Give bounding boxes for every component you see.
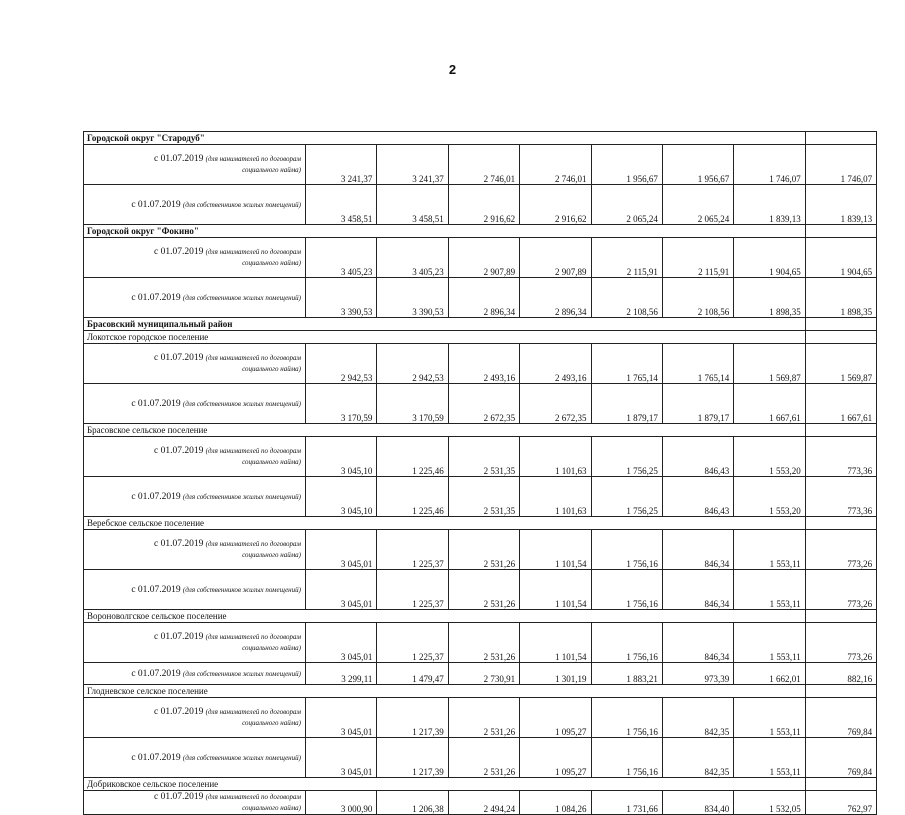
value-cell: 846,43 [662, 477, 733, 517]
group-header-row [84, 318, 877, 331]
value-cell: 3 045,01 [306, 570, 377, 610]
value-cell: 3 241,37 [306, 145, 377, 185]
row-note: (для нанимателей по договорам [205, 793, 301, 801]
value-cell: 846,34 [662, 530, 733, 570]
value-cell: 1 662,01 [734, 663, 805, 685]
table-row [84, 623, 877, 663]
row-date: с 01.07.2019 [154, 539, 204, 549]
row-note: (для нанимателей по договорам [205, 708, 301, 716]
table-row [84, 738, 877, 778]
row-note-continued: социального найма) [242, 458, 301, 466]
row-note: (для собственников жилых помещений) [182, 293, 301, 302]
group-header-row [84, 132, 877, 145]
row-note: (для нанимателей по договорам [205, 354, 301, 362]
row-date: с 01.07.2019 [154, 247, 204, 257]
value-cell: 1 217,39 [377, 738, 448, 778]
row-label-line [88, 292, 301, 304]
table-row [84, 384, 877, 424]
row-note: (для нанимателей по договорам [205, 248, 301, 256]
row-label-line [88, 538, 301, 550]
value-cell: 773,26 [805, 570, 876, 610]
value-cell: 846,43 [662, 437, 733, 477]
row-note: (для нанимателей по договорам [205, 447, 301, 455]
value-cell: 1 225,37 [377, 570, 448, 610]
row-label [84, 278, 306, 318]
row-note: (для нанимателей по договорам [205, 540, 301, 548]
value-cell: 1 301,19 [520, 663, 591, 685]
value-cell: 773,36 [805, 437, 876, 477]
table-row [84, 344, 877, 384]
row-note-continued: социального найма) [242, 259, 301, 267]
row-date: с 01.07.2019 [131, 584, 181, 595]
value-cell: 1 667,61 [734, 384, 805, 424]
row-label [84, 185, 306, 225]
value-cell: 1 756,16 [591, 623, 662, 663]
value-cell: 1 883,21 [591, 663, 662, 685]
value-cell: 3 299,11 [306, 663, 377, 685]
empty-cell [805, 610, 876, 623]
row-note-continued: социального найма) [242, 166, 301, 174]
value-cell: 1 904,65 [805, 238, 876, 278]
value-cell: 1 879,17 [591, 384, 662, 424]
section-title: Городской округ "Фокино" [84, 225, 806, 238]
subgroup-header-row [84, 778, 877, 791]
value-cell: 1 095,27 [520, 738, 591, 778]
table-row [84, 185, 877, 225]
value-cell: 2 896,34 [448, 278, 519, 318]
table-row [84, 530, 877, 570]
value-cell: 2 672,35 [520, 384, 591, 424]
value-cell: 1 731,66 [591, 791, 662, 815]
value-cell: 2 942,53 [306, 344, 377, 384]
value-cell: 1 839,13 [805, 185, 876, 225]
subgroup-header-row [84, 610, 877, 623]
value-cell: 3 045,10 [306, 477, 377, 517]
value-cell: 1 553,11 [734, 698, 805, 738]
value-cell: 1 956,67 [591, 145, 662, 185]
value-cell: 1 095,27 [520, 698, 591, 738]
row-date: с 01.07.2019 [154, 792, 204, 802]
value-cell: 1 839,13 [734, 185, 805, 225]
value-cell: 773,36 [805, 477, 876, 517]
empty-cell [805, 424, 876, 437]
value-cell: 1 569,87 [734, 344, 805, 384]
value-cell: 1 746,07 [734, 145, 805, 185]
value-cell: 2 493,16 [448, 344, 519, 384]
row-date: с 01.07.2019 [154, 154, 204, 164]
value-cell: 3 045,01 [306, 530, 377, 570]
row-label-line [88, 584, 301, 596]
row-label [84, 384, 306, 424]
value-cell: 3 458,51 [377, 185, 448, 225]
row-label [84, 570, 306, 610]
row-label-line [88, 668, 301, 680]
row-label-line [88, 199, 301, 211]
value-cell: 1 746,07 [805, 145, 876, 185]
value-cell: 2 494,24 [448, 791, 519, 815]
section-title: Добриковское сельское поселение [84, 778, 806, 791]
row-date: с 01.07.2019 [131, 398, 181, 409]
value-cell: 1 898,35 [805, 278, 876, 318]
value-cell: 2 907,89 [448, 238, 519, 278]
value-cell: 2 493,16 [520, 344, 591, 384]
row-note: (для собственников жилых помещений) [182, 399, 301, 408]
value-cell: 1 101,63 [520, 437, 591, 477]
value-cell: 1 225,46 [377, 437, 448, 477]
value-cell: 762,97 [805, 791, 876, 815]
section-title: Локотское городское поселение [84, 331, 806, 344]
value-cell: 1 553,11 [734, 623, 805, 663]
value-cell: 1 479,47 [377, 663, 448, 685]
value-cell: 2 531,26 [448, 530, 519, 570]
row-label [84, 437, 306, 477]
section-title: Брасовский муниципальный район [84, 318, 806, 331]
row-label-line [88, 791, 301, 803]
row-label [84, 623, 306, 663]
row-label [84, 344, 306, 384]
value-cell: 1 084,26 [520, 791, 591, 815]
row-note-continued: социального найма) [242, 804, 301, 812]
value-cell: 2 065,24 [662, 185, 733, 225]
value-cell: 3 000,90 [306, 791, 377, 815]
row-note: (для собственников жилых помещений) [182, 200, 301, 209]
value-cell: 2 746,01 [520, 145, 591, 185]
value-cell: 3 458,51 [306, 185, 377, 225]
value-cell: 1 553,11 [734, 738, 805, 778]
row-note-continued: социального найма) [242, 644, 301, 652]
value-cell: 3 045,01 [306, 738, 377, 778]
group-header-row [84, 225, 877, 238]
table-row [84, 145, 877, 185]
tariff-table [83, 131, 877, 815]
row-label-line [88, 445, 301, 457]
value-cell: 846,34 [662, 570, 733, 610]
subgroup-header-row [84, 331, 877, 344]
value-cell: 1 553,20 [734, 477, 805, 517]
value-cell: 2 531,26 [448, 623, 519, 663]
section-title: Брасовское сельское поселение [84, 424, 806, 437]
value-cell: 1 756,16 [591, 698, 662, 738]
row-label [84, 738, 306, 778]
row-note: (для нанимателей по договорам [205, 155, 301, 163]
value-cell: 1 225,37 [377, 530, 448, 570]
table-row [84, 570, 877, 610]
row-date: с 01.07.2019 [154, 353, 204, 363]
empty-cell [805, 517, 876, 530]
empty-cell [805, 331, 876, 344]
section-title: Глодневское селское поселение [84, 685, 806, 698]
section-title: Веребское сельское поселение [84, 517, 806, 530]
value-cell: 2 108,56 [591, 278, 662, 318]
value-cell: 2 916,62 [520, 185, 591, 225]
row-date: с 01.07.2019 [131, 752, 181, 763]
value-cell: 1 904,65 [734, 238, 805, 278]
empty-cell [805, 685, 876, 698]
row-date: с 01.07.2019 [131, 292, 181, 303]
value-cell: 2 531,26 [448, 738, 519, 778]
row-note: (для собственников жилых помещений) [182, 753, 301, 762]
value-cell: 1 756,16 [591, 570, 662, 610]
value-cell: 1 217,39 [377, 698, 448, 738]
value-cell: 2 531,35 [448, 477, 519, 517]
row-label-line [88, 752, 301, 764]
value-cell: 3 241,37 [377, 145, 448, 185]
value-cell: 2 896,34 [520, 278, 591, 318]
value-cell: 842,35 [662, 698, 733, 738]
row-label [84, 698, 306, 738]
row-label [84, 145, 306, 185]
row-label-line [88, 352, 301, 364]
row-label-line [88, 631, 301, 643]
row-date: с 01.07.2019 [154, 632, 204, 642]
value-cell: 1 225,46 [377, 477, 448, 517]
row-note: (для собственников жилых помещений) [182, 585, 301, 594]
value-cell: 1 765,14 [591, 344, 662, 384]
value-cell: 1 101,54 [520, 530, 591, 570]
row-note: (для собственников жилых помещений) [182, 669, 301, 678]
row-note-continued: социального найма) [242, 551, 301, 559]
value-cell: 1 756,16 [591, 738, 662, 778]
value-cell: 1 101,54 [520, 570, 591, 610]
section-title: Городской округ "Стародуб" [84, 132, 806, 145]
value-cell: 2 531,26 [448, 570, 519, 610]
value-cell: 1 553,20 [734, 437, 805, 477]
value-cell: 1 765,14 [662, 344, 733, 384]
value-cell: 1 553,11 [734, 570, 805, 610]
table-row [84, 698, 877, 738]
value-cell: 2 907,89 [520, 238, 591, 278]
value-cell: 846,34 [662, 623, 733, 663]
subgroup-header-row [84, 424, 877, 437]
row-label-line [88, 491, 301, 503]
row-date: с 01.07.2019 [131, 491, 181, 502]
row-label [84, 530, 306, 570]
table-row [84, 477, 877, 517]
value-cell: 3 045,10 [306, 437, 377, 477]
row-label-line [88, 153, 301, 165]
row-label [84, 663, 306, 685]
value-cell: 3 045,01 [306, 623, 377, 663]
value-cell: 882,16 [805, 663, 876, 685]
empty-cell [805, 225, 876, 238]
row-date: с 01.07.2019 [154, 707, 204, 717]
value-cell: 769,84 [805, 738, 876, 778]
value-cell: 1 756,16 [591, 530, 662, 570]
value-cell: 842,35 [662, 738, 733, 778]
value-cell: 3 405,23 [306, 238, 377, 278]
value-cell: 1 553,11 [734, 530, 805, 570]
value-cell: 3 390,53 [377, 278, 448, 318]
empty-cell [805, 318, 876, 331]
section-title: Вороноволгское сельское поселение [84, 610, 806, 623]
value-cell: 2 115,91 [591, 238, 662, 278]
value-cell: 973,39 [662, 663, 733, 685]
value-cell: 773,26 [805, 623, 876, 663]
value-cell: 2 531,26 [448, 698, 519, 738]
row-note: (для нанимателей по договорам [205, 633, 301, 641]
value-cell: 3 045,01 [306, 698, 377, 738]
row-note-continued: социального найма) [242, 365, 301, 373]
row-note-continued: социального найма) [242, 719, 301, 727]
row-label-line [88, 246, 301, 258]
table-row [84, 238, 877, 278]
row-label-line [88, 398, 301, 410]
table-row [84, 663, 877, 685]
value-cell: 3 405,23 [377, 238, 448, 278]
value-cell: 3 170,59 [306, 384, 377, 424]
value-cell: 2 916,62 [448, 185, 519, 225]
empty-cell [805, 778, 876, 791]
table-row [84, 278, 877, 318]
value-cell: 1 667,61 [805, 384, 876, 424]
value-cell: 3 170,59 [377, 384, 448, 424]
subgroup-header-row [84, 517, 877, 530]
table-row [84, 437, 877, 477]
value-cell: 2 746,01 [448, 145, 519, 185]
value-cell: 769,84 [805, 698, 876, 738]
value-cell: 1 206,38 [377, 791, 448, 815]
row-label [84, 791, 306, 815]
table-row [84, 791, 877, 815]
page-number: 2 [448, 62, 457, 77]
value-cell: 2 730,91 [448, 663, 519, 685]
value-cell: 2 531,35 [448, 437, 519, 477]
value-cell: 1 101,54 [520, 623, 591, 663]
empty-cell [805, 132, 876, 145]
value-cell: 834,40 [662, 791, 733, 815]
value-cell: 1 879,17 [662, 384, 733, 424]
value-cell: 1 101,63 [520, 477, 591, 517]
value-cell: 2 672,35 [448, 384, 519, 424]
subgroup-header-row [84, 685, 877, 698]
value-cell: 2 115,91 [662, 238, 733, 278]
value-cell: 2 942,53 [377, 344, 448, 384]
row-label [84, 238, 306, 278]
row-label [84, 477, 306, 517]
value-cell: 1 898,35 [734, 278, 805, 318]
value-cell: 2 065,24 [591, 185, 662, 225]
value-cell: 3 390,53 [306, 278, 377, 318]
row-date: с 01.07.2019 [131, 199, 181, 210]
row-label-line [88, 706, 301, 718]
value-cell: 1 756,25 [591, 477, 662, 517]
row-note: (для собственников жилых помещений) [182, 492, 301, 501]
value-cell: 1 225,37 [377, 623, 448, 663]
value-cell: 1 532,05 [734, 791, 805, 815]
row-date: с 01.07.2019 [154, 446, 204, 456]
value-cell: 1 956,67 [662, 145, 733, 185]
value-cell: 1 569,87 [805, 344, 876, 384]
row-date: с 01.07.2019 [131, 668, 181, 679]
value-cell: 2 108,56 [662, 278, 733, 318]
value-cell: 1 756,25 [591, 437, 662, 477]
value-cell: 773,26 [805, 530, 876, 570]
